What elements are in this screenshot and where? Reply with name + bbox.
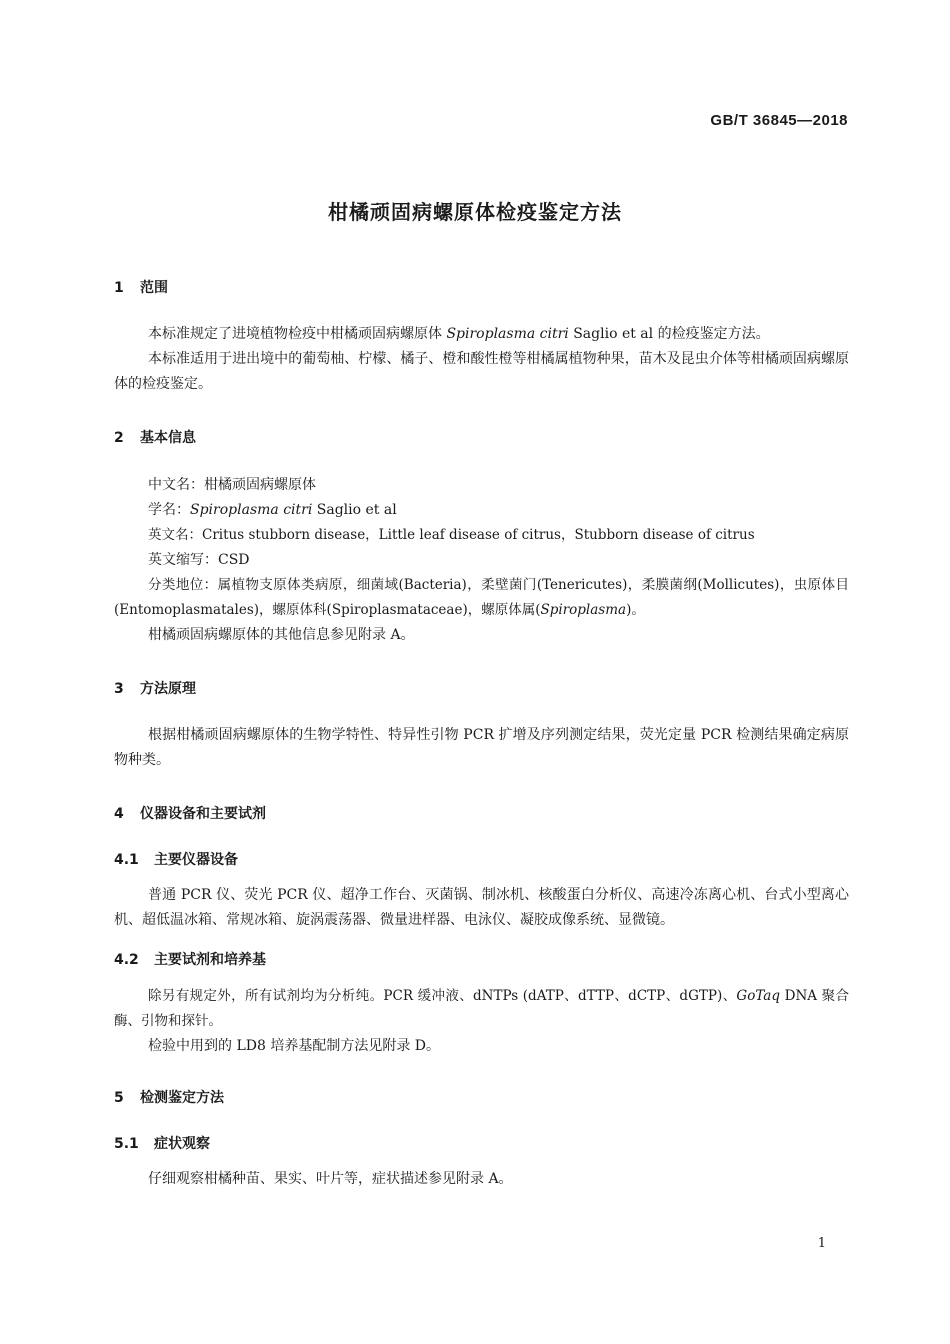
page-number: 1: [817, 1236, 826, 1251]
section-number: 4: [114, 806, 124, 822]
section-number: 2: [114, 430, 124, 446]
english-abbreviation: 英文缩写：CSD: [148, 552, 250, 568]
section-title: 方法原理: [140, 681, 196, 697]
section-4-1-heading: [114, 849, 238, 869]
chinese-name: 中文名：柑橘顽固病螺原体: [148, 477, 316, 493]
section-title: 主要试剂和培养基: [154, 952, 266, 968]
scope-paragraph-1: 本标准规定了进境植物检疫中柑橘顽固病螺原体 Spiroplasma citri Saglio et al 的检疫鉴定方法。: [148, 326, 770, 342]
other-info-paragraph: 柑橘顽固病螺原体的其他信息参见附录 A。: [148, 627, 415, 643]
section-2-heading: [114, 427, 196, 447]
section-title: 基本信息: [140, 430, 196, 446]
principle-paragraph: 根据柑橘顽固病螺原体的生物学特性、特异性引物 PCR 扩增及序列测定结果，荧光定量 PCR 检测结果确定病原物种类。: [114, 727, 849, 768]
section-number: 1: [114, 280, 124, 296]
section-number: 3: [114, 681, 124, 697]
medium-paragraph: 检验中用到的 LD8 培养基配制方法见附录 D。: [148, 1038, 441, 1054]
section-title: 检测鉴定方法: [140, 1090, 224, 1106]
section-number: 5: [114, 1090, 124, 1106]
equipment-paragraph: 普通 PCR 仪、荧光 PCR 仪、超净工作台、灭菌锅、制冰机、核酸蛋白分析仪、高速冷冻离心机、台式小型离心机、超低温冰箱、常规冰箱、旋涡震荡器、微量进样器、电泳仪、凝胶成像系统、显微镜。: [114, 887, 849, 928]
section-1-heading: [114, 277, 168, 297]
section-title: 范围: [140, 280, 168, 296]
section-title: 主要仪器设备: [154, 852, 238, 868]
scientific-name: 学名：Spiroplasma citri Saglio et al: [148, 502, 397, 518]
section-5-heading: [114, 1087, 224, 1107]
symptom-paragraph: 仔细观察柑橘种苗、果实、叶片等，症状描述参见附录 A。: [148, 1171, 513, 1187]
scope-paragraph-2: 本标准适用于进出境中的葡萄柚、柠檬、橘子、橙和酸性橙等柑橘属植物种果，苗木及昆虫介体等柑橘顽固病螺原体的检疫鉴定。: [114, 351, 849, 392]
section-4-2-heading: [114, 949, 266, 969]
section-4-heading: [114, 803, 266, 823]
section-number: 4.1: [114, 852, 139, 868]
section-5-1-heading: [114, 1133, 210, 1153]
section-number: 5.1: [114, 1136, 139, 1152]
english-name: 英文名：Critus stubborn disease，Little leaf disease of citrus，Stubborn disease of citrus: [148, 527, 755, 543]
section-3-heading: [114, 678, 196, 698]
document-title: 柑橘顽固病螺原体检疫鉴定方法: [328, 200, 622, 224]
reagents-paragraph: 除另有规定外，所有试剂均为分析纯。PCR 缓冲液、dNTPs (dATP、dTTP、dCTP、dGTP)、GoTaq DNA 聚合酶、引物和探针。: [114, 988, 849, 1029]
section-title: 症状观察: [154, 1136, 210, 1152]
standard-code: GB/T 36845—2018: [710, 112, 848, 129]
section-number: 4.2: [114, 952, 139, 968]
taxonomy-paragraph: 分类地位：属植物支原体类病原，细菌域(Bacteria)，柔壁菌门(Tenericutes)，柔膜菌纲(Mollicutes)，虫原体目(Entomoplasmatales)，螺原体科(Spiroplasmataceae)，螺原体属(Spiroplasma)。: [114, 577, 849, 618]
section-title: 仪器设备和主要试剂: [140, 806, 266, 822]
